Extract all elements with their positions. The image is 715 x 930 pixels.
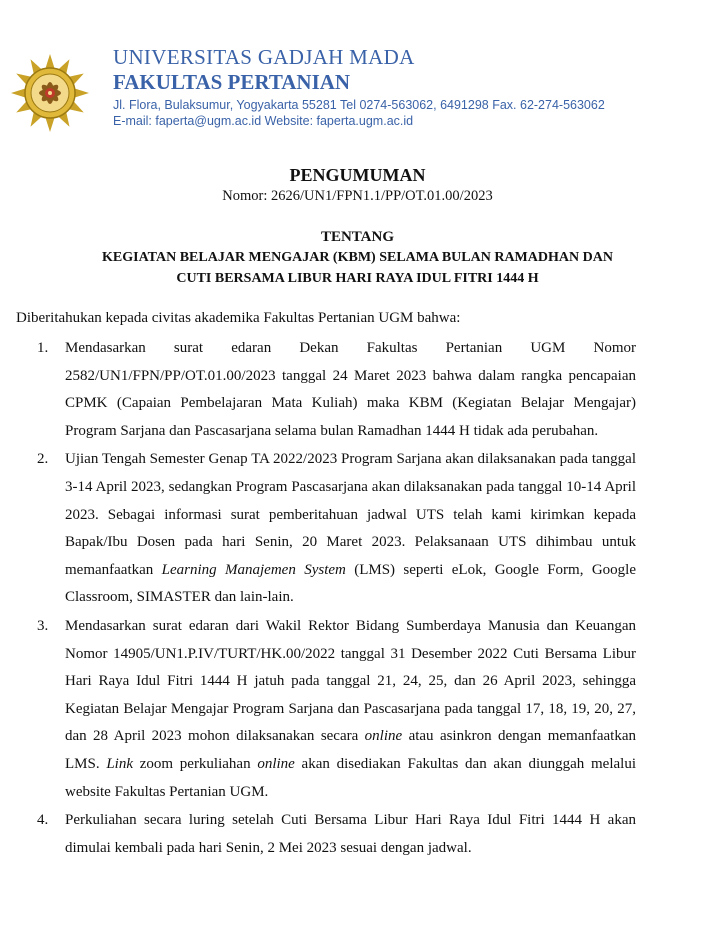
- list-item-number: 2.: [37, 451, 49, 468]
- italic-term: Learning Manajemen System: [161, 561, 346, 578]
- intro-paragraph: Diberitahukan kepada civitas akademika Fakultas Pertanian UGM bahwa:: [16, 310, 461, 326]
- text-segment: zoom perkuliahan: [133, 755, 258, 772]
- list-item-number: 4.: [37, 812, 49, 829]
- list-item-text: Mendasarkan surat edaran Dekan Fakultas Pertanian UGM Nomor 2582/UN1/FPN/PP/OT.01.00/2023 tanggal 24 Maret 2023 bahwa dalam rangka pencapaian CPMK (Capaian Pembelajaran Mata Kuliah) maka KBM (Kegiatan Belajar Mengajar) Program Sarjana dan Pascasarjana selama bulan Ramadhan 1444 H tidak ada perubahan.: [65, 340, 636, 439]
- ugm-seal-icon: [10, 53, 90, 133]
- text-segment: Mendasarkan surat edaran dari Wakil Rektor Bidang Sumberdaya Manusia dan Keuangan Nomor 14905/UN1.P.IV/TURT/HK.00/2022 tanggal 31 Desember 2022 Cuti Bersama Libur Hari Raya Idul Fitri 1444 H jatuh pada tanggal 21, 24, 25, dan 26 April 2023, sehingga Kegiatan Belajar Mengajar Program Sarjana dan Pascasarjana pada tanggal 17, 18, 19, 20, 27, dan 28 April 2023 mohon dilaksanakan secara: [65, 617, 636, 745]
- announcement-list: [16, 335, 636, 863]
- list-item-text: [65, 446, 636, 612]
- list-item: [16, 335, 636, 445]
- italic-term: Link: [106, 755, 133, 772]
- tentang-heading: TENTANG: [320, 229, 395, 245]
- list-item: [16, 446, 636, 612]
- list-item-text: [65, 613, 636, 806]
- list-item-number: 3.: [37, 617, 49, 634]
- faculty-address: Jl. Flora, Bulaksumur, Yogyakarta 55281 Tel 0274-563062, 6491298 Fax. 62-274-563062: [113, 98, 605, 112]
- italic-term: online: [257, 755, 295, 772]
- faculty-contact: E-mail: faperta@ugm.ac.id Website: faperta.ugm.ac.id: [113, 114, 414, 128]
- announcement-title: PENGUMUMAN: [289, 165, 426, 185]
- italic-term: online: [364, 728, 403, 745]
- text-segment: (LMS) seperti eLok, Google Form, Google Classroom, SIMASTER dan lain-lain.: [65, 561, 636, 606]
- list-item: [16, 807, 636, 862]
- university-name: UNIVERSITAS GADJAH MADA: [113, 45, 415, 69]
- list-item: [16, 613, 636, 806]
- text-segment: atau asinkron dengan memanfaatkan LMS.: [65, 728, 636, 772]
- list-item-number: 1.: [37, 340, 49, 356]
- text-segment: akan disediakan Fakultas dan akan diunggah melalui website Fakultas Pertanian UGM.: [65, 755, 637, 800]
- announcement-number: Nomor: 2626/UN1/FPN1.1/PP/OT.01.00/2023: [222, 188, 493, 204]
- list-item-text: Perkuliahan secara luring setelah Cuti Bersama Libur Hari Raya Idul Fitri 1444 H akan dimulai kembali pada hari Senin, 2 Mei 2023 sesuai dengan jadwal.: [65, 812, 636, 856]
- text-segment: Ujian Tengah Semester Genap TA 2022/2023 Program Sarjana akan dilaksanakan pada tanggal 3-14 April 2023, sedangkan Program Pascasarjana akan dilaksanakan pada tanggal 10-14 April 2023. Sebagai informasi surat pemberitahuan jadwal UTS telah kami kirimkan kepada Bapak/Ibu Dosen pada hari Senin, 20 Maret 2023. Pelaksanaan UTS dihimbau untuk memanfaatkan: [65, 451, 636, 578]
- subject-line-2: CUTI BERSAMA LIBUR HARI RAYA IDUL FITRI 1444 H: [176, 271, 539, 286]
- subject-line-1: KEGIATAN BELAJAR MENGAJAR (KBM) SELAMA BULAN RAMADHAN DAN: [102, 250, 613, 265]
- faculty-name: FAKULTAS PERTANIAN: [113, 70, 351, 94]
- letterhead: [113, 44, 605, 129]
